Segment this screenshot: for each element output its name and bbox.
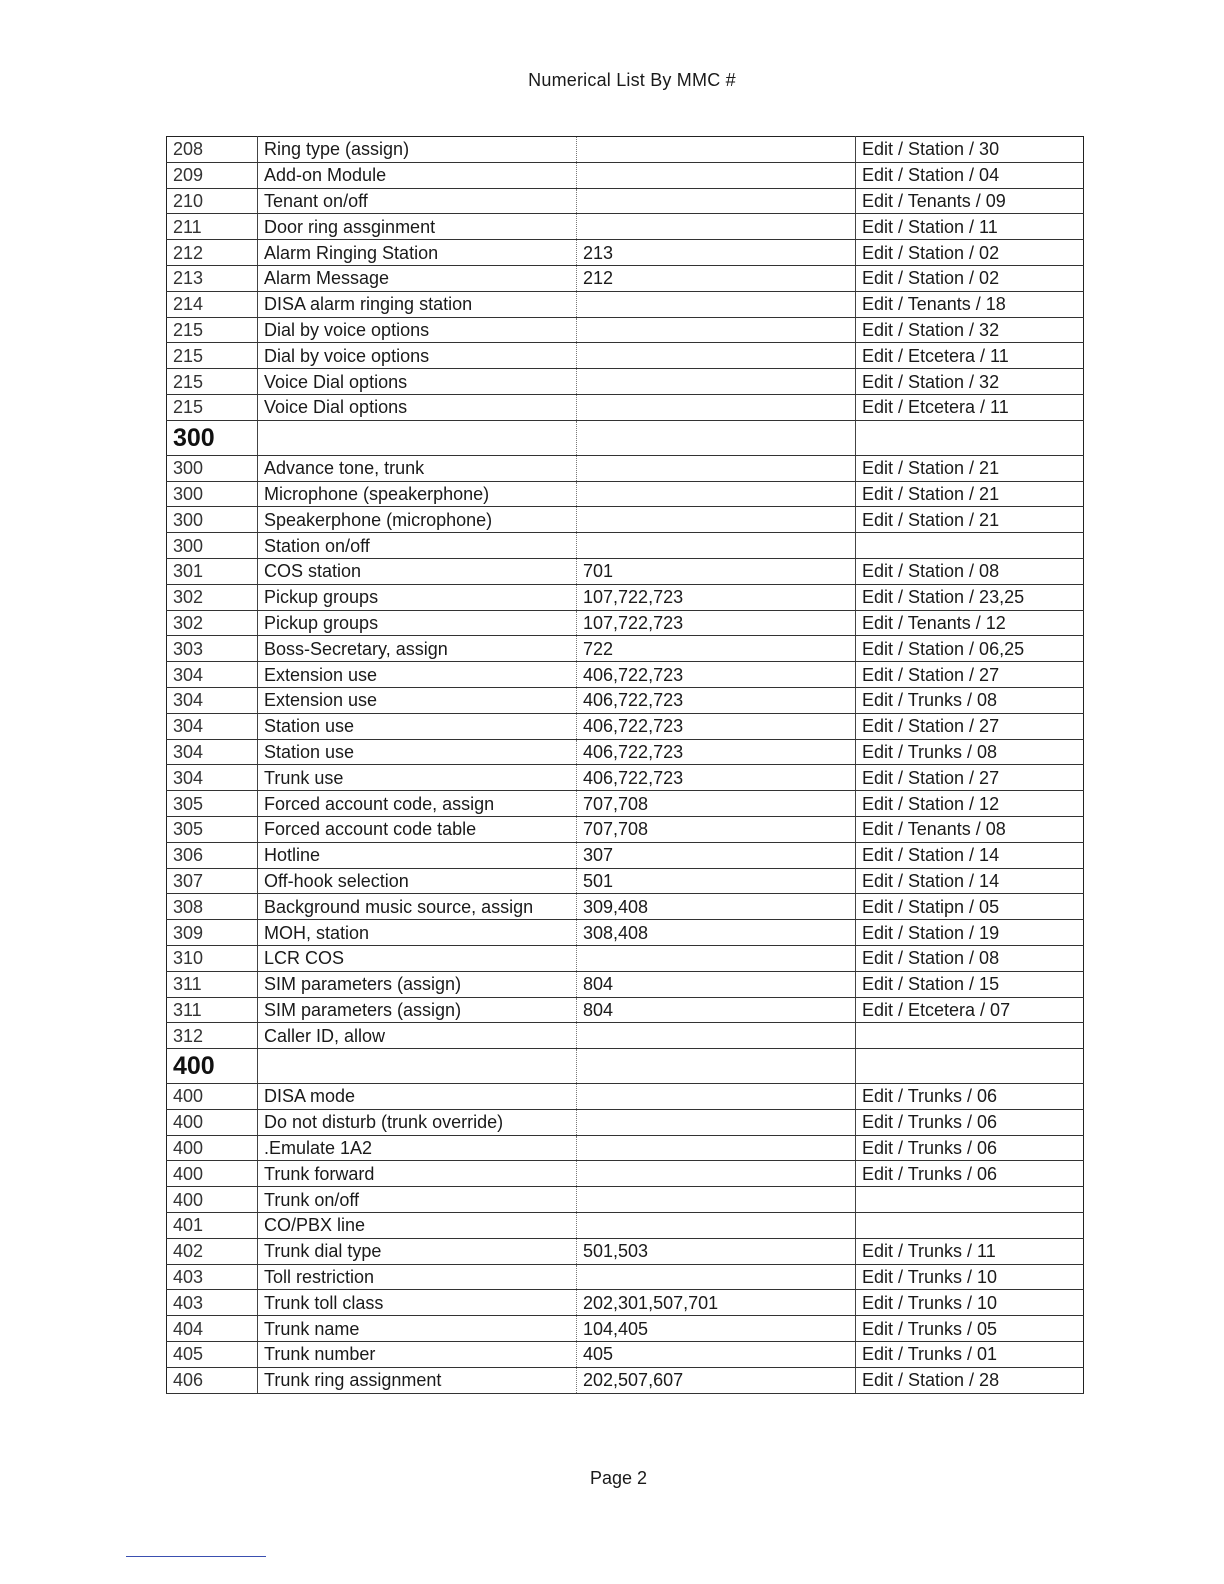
table-row bbox=[167, 791, 1084, 817]
function-cell: Trunk on/off bbox=[258, 1187, 577, 1213]
table-row bbox=[167, 1135, 1084, 1161]
mmc-cell: 400 bbox=[167, 1135, 258, 1161]
mmc-cell: 306 bbox=[167, 842, 258, 868]
mmc-cell: 406 bbox=[167, 1367, 258, 1393]
mmc-cell: 305 bbox=[167, 791, 258, 817]
mmc-cell: 212 bbox=[167, 240, 258, 266]
mmc-cell: 400 bbox=[167, 1084, 258, 1110]
related-mmc-cell: 107,722,723 bbox=[577, 610, 856, 636]
table-row bbox=[167, 868, 1084, 894]
related-mmc-cell bbox=[577, 455, 856, 481]
menu-path-cell: Edit / Tenants / 12 bbox=[856, 610, 1084, 636]
mmc-cell: 403 bbox=[167, 1264, 258, 1290]
related-mmc-cell: 213 bbox=[577, 240, 856, 266]
related-mmc-cell: 212 bbox=[577, 265, 856, 291]
mmc-cell: 210 bbox=[167, 188, 258, 214]
mmc-cell: 211 bbox=[167, 214, 258, 240]
related-mmc-cell bbox=[577, 1213, 856, 1239]
mmc-cell: 309 bbox=[167, 920, 258, 946]
mmc-cell: 400 bbox=[167, 1049, 258, 1084]
menu-path-cell: Edit / Station / 30 bbox=[856, 137, 1084, 163]
related-mmc-cell bbox=[577, 343, 856, 369]
menu-path-cell: Edit / Station / 02 bbox=[856, 240, 1084, 266]
function-cell: Trunk toll class bbox=[258, 1290, 577, 1316]
menu-path-cell: Edit / Station / 14 bbox=[856, 842, 1084, 868]
menu-path-cell: Edit / Station / 14 bbox=[856, 868, 1084, 894]
function-cell: Do not disturb (trunk override) bbox=[258, 1109, 577, 1135]
menu-path-cell: Edit / Etcetera / 07 bbox=[856, 997, 1084, 1023]
function-cell: DISA alarm ringing station bbox=[258, 291, 577, 317]
mmc-cell: 312 bbox=[167, 1023, 258, 1049]
table-row bbox=[167, 662, 1084, 688]
mmc-cell: 300 bbox=[167, 455, 258, 481]
function-cell: Ring type (assign) bbox=[258, 137, 577, 163]
function-cell: Dial by voice options bbox=[258, 343, 577, 369]
menu-path-cell: Edit / Etcetera / 11 bbox=[856, 343, 1084, 369]
related-mmc-cell: 104,405 bbox=[577, 1316, 856, 1342]
mmc-cell: 213 bbox=[167, 265, 258, 291]
related-mmc-cell: 406,722,723 bbox=[577, 713, 856, 739]
related-mmc-cell: 406,722,723 bbox=[577, 765, 856, 791]
table-row bbox=[167, 610, 1084, 636]
related-mmc-cell bbox=[577, 394, 856, 420]
table-row bbox=[167, 394, 1084, 420]
mmc-cell: 215 bbox=[167, 317, 258, 343]
table-row bbox=[167, 997, 1084, 1023]
table-row bbox=[167, 842, 1084, 868]
table-row bbox=[167, 1290, 1084, 1316]
table-row bbox=[167, 369, 1084, 395]
menu-path-cell bbox=[856, 1023, 1084, 1049]
mmc-cell: 300 bbox=[167, 507, 258, 533]
related-mmc-cell: 722 bbox=[577, 636, 856, 662]
function-cell: Pickup groups bbox=[258, 584, 577, 610]
menu-path-cell: Edit / Station / 28 bbox=[856, 1367, 1084, 1393]
menu-path-cell: Edit / Trunks / 06 bbox=[856, 1161, 1084, 1187]
related-mmc-cell bbox=[577, 481, 856, 507]
menu-path-cell: Edit / Etcetera / 11 bbox=[856, 394, 1084, 420]
menu-path-cell: Edit / Station / 21 bbox=[856, 507, 1084, 533]
mmc-table-body bbox=[167, 137, 1084, 1394]
related-mmc-cell: 406,722,723 bbox=[577, 739, 856, 765]
mmc-cell: 400 bbox=[167, 1187, 258, 1213]
menu-path-cell: Edit / Tenants / 08 bbox=[856, 816, 1084, 842]
function-cell: Hotline bbox=[258, 842, 577, 868]
table-row bbox=[167, 1367, 1084, 1393]
table-row bbox=[167, 894, 1084, 920]
related-mmc-cell bbox=[577, 291, 856, 317]
related-mmc-cell bbox=[577, 1084, 856, 1110]
table-row bbox=[167, 558, 1084, 584]
function-cell: Boss-Secretary, assign bbox=[258, 636, 577, 662]
table-row bbox=[167, 739, 1084, 765]
related-mmc-cell: 307 bbox=[577, 842, 856, 868]
related-mmc-cell: 707,708 bbox=[577, 816, 856, 842]
related-mmc-cell bbox=[577, 420, 856, 455]
function-cell: LCR COS bbox=[258, 945, 577, 971]
page-number: Page 2 bbox=[590, 1468, 648, 1488]
mmc-cell: 303 bbox=[167, 636, 258, 662]
table-row bbox=[167, 920, 1084, 946]
related-mmc-cell: 405 bbox=[577, 1342, 856, 1368]
menu-path-cell: Edit / Tenants / 09 bbox=[856, 188, 1084, 214]
menu-path-cell: Edit / Station / 21 bbox=[856, 481, 1084, 507]
mmc-table bbox=[166, 136, 1084, 1394]
related-mmc-cell bbox=[577, 214, 856, 240]
related-mmc-cell: 804 bbox=[577, 971, 856, 997]
related-mmc-cell bbox=[577, 317, 856, 343]
menu-path-cell bbox=[856, 420, 1084, 455]
menu-path-cell bbox=[856, 1213, 1084, 1239]
related-mmc-cell bbox=[577, 137, 856, 163]
mmc-cell: 308 bbox=[167, 894, 258, 920]
table-row bbox=[167, 291, 1084, 317]
menu-path-cell: Edit / Station / 06,25 bbox=[856, 636, 1084, 662]
function-cell: Speakerphone (microphone) bbox=[258, 507, 577, 533]
function-cell bbox=[258, 420, 577, 455]
related-mmc-cell: 309,408 bbox=[577, 894, 856, 920]
function-cell: Trunk number bbox=[258, 1342, 577, 1368]
function-cell: Alarm Message bbox=[258, 265, 577, 291]
section-header-row bbox=[167, 420, 1084, 455]
related-mmc-cell: 707,708 bbox=[577, 791, 856, 817]
table-row bbox=[167, 945, 1084, 971]
menu-path-cell bbox=[856, 533, 1084, 559]
table-row bbox=[167, 713, 1084, 739]
related-mmc-cell: 406,722,723 bbox=[577, 662, 856, 688]
table-row bbox=[167, 188, 1084, 214]
function-cell: DISA mode bbox=[258, 1084, 577, 1110]
menu-path-cell: Edit / Station / 23,25 bbox=[856, 584, 1084, 610]
function-cell: Voice Dial options bbox=[258, 369, 577, 395]
function-cell: MOH, station bbox=[258, 920, 577, 946]
menu-path-cell: Edit / Station / 11 bbox=[856, 214, 1084, 240]
table-row bbox=[167, 816, 1084, 842]
function-cell: Station on/off bbox=[258, 533, 577, 559]
function-cell: .Emulate 1A2 bbox=[258, 1135, 577, 1161]
mmc-cell: 400 bbox=[167, 1109, 258, 1135]
related-mmc-cell bbox=[577, 945, 856, 971]
table-row bbox=[167, 481, 1084, 507]
related-mmc-cell bbox=[577, 1049, 856, 1084]
function-cell: Voice Dial options bbox=[258, 394, 577, 420]
table-row bbox=[167, 317, 1084, 343]
function-cell: Toll restriction bbox=[258, 1264, 577, 1290]
mmc-cell: 214 bbox=[167, 291, 258, 317]
function-cell: Extension use bbox=[258, 687, 577, 713]
table-row bbox=[167, 636, 1084, 662]
table-row bbox=[167, 765, 1084, 791]
menu-path-cell: Edit / Station / 27 bbox=[856, 765, 1084, 791]
function-cell: Trunk name bbox=[258, 1316, 577, 1342]
mmc-cell: 304 bbox=[167, 765, 258, 791]
menu-path-cell: Edit / Station / 08 bbox=[856, 945, 1084, 971]
menu-path-cell: Edit / Trunks / 10 bbox=[856, 1290, 1084, 1316]
function-cell: CO/PBX line bbox=[258, 1213, 577, 1239]
related-mmc-cell: 202,301,507,701 bbox=[577, 1290, 856, 1316]
mmc-cell: 215 bbox=[167, 394, 258, 420]
menu-path-cell: Edit / Station / 32 bbox=[856, 317, 1084, 343]
menu-path-cell: Edit / Station / 02 bbox=[856, 265, 1084, 291]
table-row bbox=[167, 507, 1084, 533]
function-cell: Off-hook selection bbox=[258, 868, 577, 894]
mmc-cell: 304 bbox=[167, 739, 258, 765]
menu-path-cell: Edit / Station / 08 bbox=[856, 558, 1084, 584]
function-cell: Pickup groups bbox=[258, 610, 577, 636]
related-mmc-cell: 308,408 bbox=[577, 920, 856, 946]
menu-path-cell: Edit / Station / 12 bbox=[856, 791, 1084, 817]
menu-path-cell: Edit / Trunks / 01 bbox=[856, 1342, 1084, 1368]
mmc-cell: 302 bbox=[167, 610, 258, 636]
mmc-cell: 215 bbox=[167, 369, 258, 395]
function-cell: Alarm Ringing Station bbox=[258, 240, 577, 266]
function-cell: Trunk use bbox=[258, 765, 577, 791]
menu-path-cell bbox=[856, 1187, 1084, 1213]
mmc-cell: 400 bbox=[167, 1161, 258, 1187]
mmc-cell: 304 bbox=[167, 662, 258, 688]
function-cell: Door ring assginment bbox=[258, 214, 577, 240]
menu-path-cell: Edit / Trunks / 06 bbox=[856, 1109, 1084, 1135]
mmc-cell: 215 bbox=[167, 343, 258, 369]
table-row bbox=[167, 137, 1084, 163]
function-cell: Add-on Module bbox=[258, 162, 577, 188]
menu-path-cell: Edit / Trunks / 06 bbox=[856, 1135, 1084, 1161]
menu-path-cell: Edit / Tenants / 18 bbox=[856, 291, 1084, 317]
mmc-cell: 300 bbox=[167, 420, 258, 455]
menu-path-cell: Edit / Station / 27 bbox=[856, 662, 1084, 688]
menu-path-cell: Edit / Statipn / 05 bbox=[856, 894, 1084, 920]
menu-path-cell: Edit / Station / 27 bbox=[856, 713, 1084, 739]
footer-rule bbox=[126, 1556, 266, 1557]
menu-path-cell: Edit / Trunks / 05 bbox=[856, 1316, 1084, 1342]
mmc-cell: 208 bbox=[167, 137, 258, 163]
function-cell: Caller ID, allow bbox=[258, 1023, 577, 1049]
menu-path-cell: Edit / Trunks / 08 bbox=[856, 687, 1084, 713]
mmc-cell: 310 bbox=[167, 945, 258, 971]
related-mmc-cell bbox=[577, 1161, 856, 1187]
mmc-cell: 302 bbox=[167, 584, 258, 610]
function-cell bbox=[258, 1049, 577, 1084]
menu-path-cell bbox=[856, 1049, 1084, 1084]
table-row bbox=[167, 162, 1084, 188]
related-mmc-cell bbox=[577, 188, 856, 214]
table-row bbox=[167, 687, 1084, 713]
function-cell: Trunk ring assignment bbox=[258, 1367, 577, 1393]
function-cell: Background music source, assign bbox=[258, 894, 577, 920]
menu-path-cell: Edit / Trunks / 06 bbox=[856, 1084, 1084, 1110]
table-row bbox=[167, 1161, 1084, 1187]
mmc-cell: 300 bbox=[167, 481, 258, 507]
section-header-row bbox=[167, 1049, 1084, 1084]
table-row bbox=[167, 343, 1084, 369]
menu-path-cell: Edit / Station / 04 bbox=[856, 162, 1084, 188]
mmc-cell: 304 bbox=[167, 713, 258, 739]
function-cell: SIM parameters (assign) bbox=[258, 997, 577, 1023]
table-row bbox=[167, 1187, 1084, 1213]
mmc-cell: 405 bbox=[167, 1342, 258, 1368]
function-cell: Tenant on/off bbox=[258, 188, 577, 214]
table-row bbox=[167, 1109, 1084, 1135]
menu-path-cell: Edit / Station / 32 bbox=[856, 369, 1084, 395]
function-cell: Advance tone, trunk bbox=[258, 455, 577, 481]
function-cell: Trunk dial type bbox=[258, 1238, 577, 1264]
table-row bbox=[167, 214, 1084, 240]
table-row bbox=[167, 1213, 1084, 1239]
related-mmc-cell bbox=[577, 1264, 856, 1290]
related-mmc-cell bbox=[577, 533, 856, 559]
mmc-cell: 301 bbox=[167, 558, 258, 584]
related-mmc-cell bbox=[577, 1135, 856, 1161]
table-row bbox=[167, 1023, 1084, 1049]
related-mmc-cell: 107,722,723 bbox=[577, 584, 856, 610]
function-cell: Forced account code table bbox=[258, 816, 577, 842]
related-mmc-cell bbox=[577, 162, 856, 188]
related-mmc-cell bbox=[577, 1023, 856, 1049]
menu-path-cell: Edit / Trunks / 10 bbox=[856, 1264, 1084, 1290]
related-mmc-cell: 501 bbox=[577, 868, 856, 894]
function-cell: Station use bbox=[258, 713, 577, 739]
menu-path-cell: Edit / Trunks / 11 bbox=[856, 1238, 1084, 1264]
mmc-cell: 401 bbox=[167, 1213, 258, 1239]
function-cell: Microphone (speakerphone) bbox=[258, 481, 577, 507]
table-row bbox=[167, 240, 1084, 266]
table-row bbox=[167, 265, 1084, 291]
function-cell: Extension use bbox=[258, 662, 577, 688]
mmc-cell: 404 bbox=[167, 1316, 258, 1342]
mmc-cell: 300 bbox=[167, 533, 258, 559]
function-cell: COS station bbox=[258, 558, 577, 584]
table-row bbox=[167, 971, 1084, 997]
related-mmc-cell: 701 bbox=[577, 558, 856, 584]
table-row bbox=[167, 1084, 1084, 1110]
table-row bbox=[167, 1316, 1084, 1342]
table-row bbox=[167, 584, 1084, 610]
table-row bbox=[167, 1342, 1084, 1368]
table-row bbox=[167, 1238, 1084, 1264]
menu-path-cell: Edit / Trunks / 08 bbox=[856, 739, 1084, 765]
mmc-cell: 209 bbox=[167, 162, 258, 188]
related-mmc-cell bbox=[577, 507, 856, 533]
menu-path-cell: Edit / Station / 21 bbox=[856, 455, 1084, 481]
mmc-cell: 311 bbox=[167, 997, 258, 1023]
menu-path-cell: Edit / Station / 19 bbox=[856, 920, 1084, 946]
function-cell: Dial by voice options bbox=[258, 317, 577, 343]
menu-path-cell: Edit / Station / 15 bbox=[856, 971, 1084, 997]
page-title: Numerical List By MMC # bbox=[528, 70, 736, 90]
table-row bbox=[167, 533, 1084, 559]
function-cell: SIM parameters (assign) bbox=[258, 971, 577, 997]
mmc-cell: 304 bbox=[167, 687, 258, 713]
related-mmc-cell: 501,503 bbox=[577, 1238, 856, 1264]
table-row bbox=[167, 455, 1084, 481]
mmc-cell: 307 bbox=[167, 868, 258, 894]
related-mmc-cell: 406,722,723 bbox=[577, 687, 856, 713]
table-row bbox=[167, 1264, 1084, 1290]
mmc-cell: 402 bbox=[167, 1238, 258, 1264]
related-mmc-cell bbox=[577, 1109, 856, 1135]
mmc-cell: 403 bbox=[167, 1290, 258, 1316]
mmc-cell: 311 bbox=[167, 971, 258, 997]
function-cell: Forced account code, assign bbox=[258, 791, 577, 817]
function-cell: Station use bbox=[258, 739, 577, 765]
related-mmc-cell: 804 bbox=[577, 997, 856, 1023]
related-mmc-cell bbox=[577, 369, 856, 395]
related-mmc-cell bbox=[577, 1187, 856, 1213]
mmc-cell: 305 bbox=[167, 816, 258, 842]
function-cell: Trunk forward bbox=[258, 1161, 577, 1187]
related-mmc-cell: 202,507,607 bbox=[577, 1367, 856, 1393]
